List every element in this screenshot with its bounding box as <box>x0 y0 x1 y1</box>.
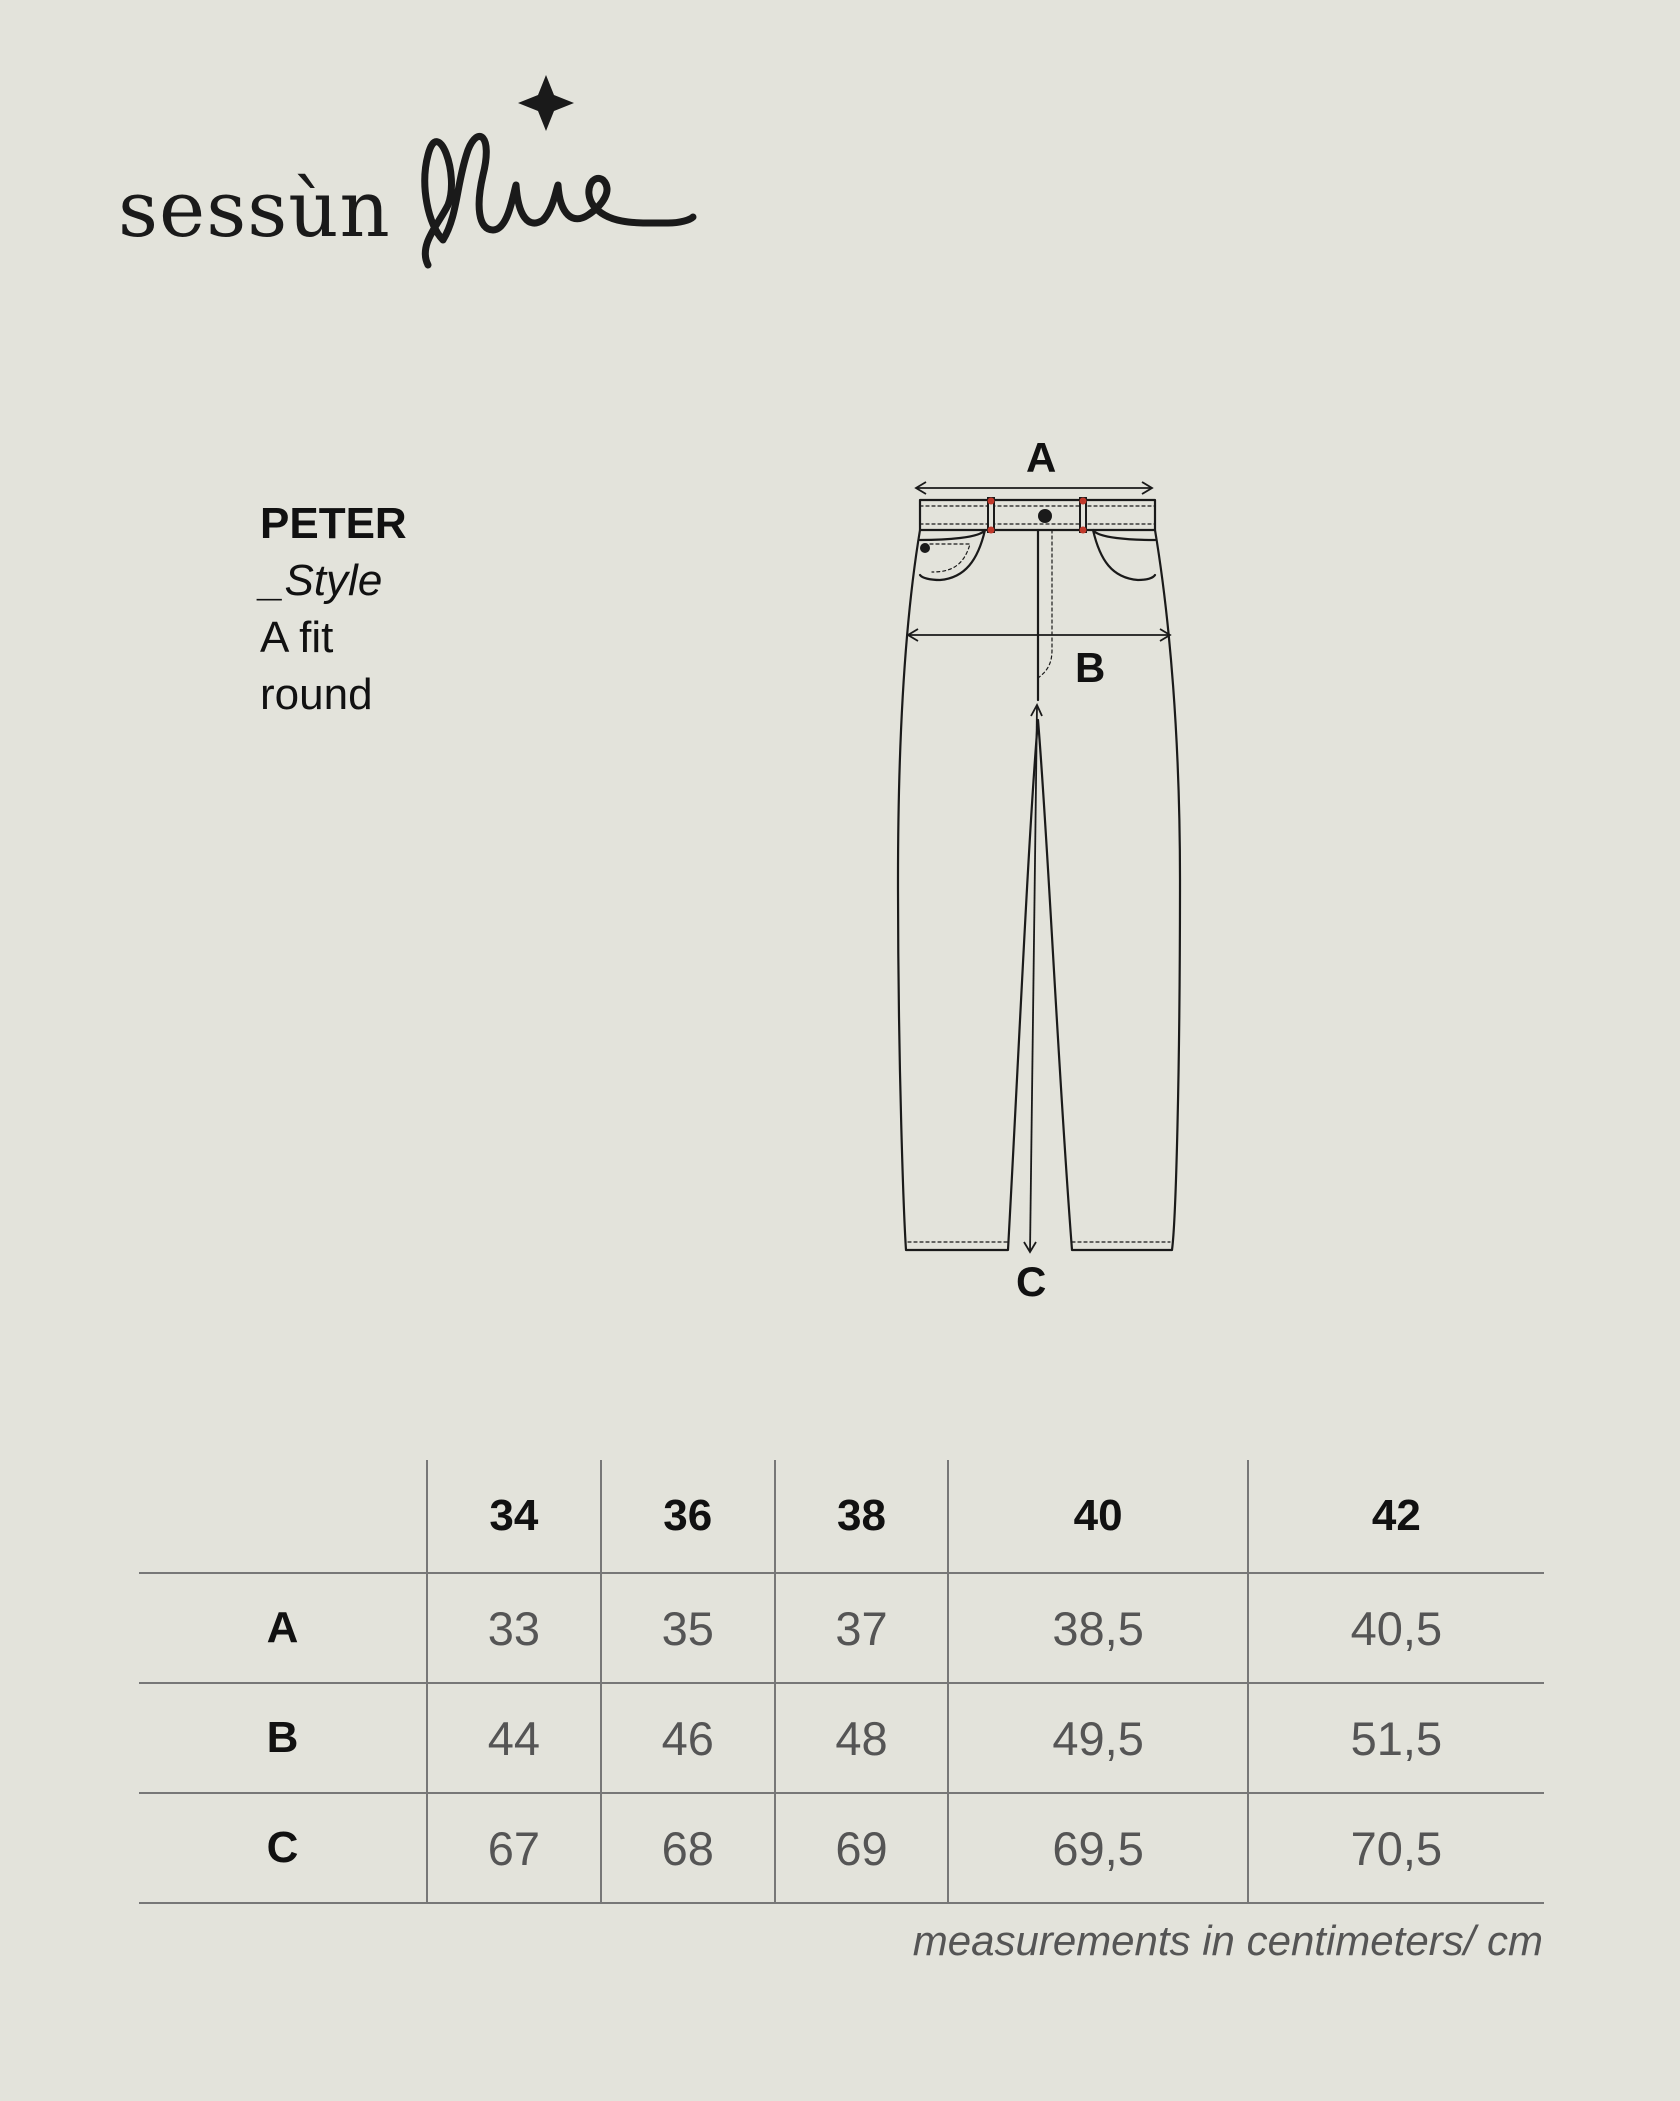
table-row <box>139 1573 1544 1683</box>
size-table <box>139 1460 1544 1904</box>
measurement-cell: 46 <box>601 1683 775 1793</box>
style-name: PETER <box>260 499 407 548</box>
measurement-cell: 70,5 <box>1248 1793 1544 1903</box>
row-label: C <box>139 1793 427 1903</box>
diagram-label-b: B <box>1075 644 1106 691</box>
table-header-row <box>139 1460 1544 1573</box>
measurement-cell: 35 <box>601 1573 775 1683</box>
jeans-measurement-diagram <box>860 420 1280 1320</box>
style-fit: A fit <box>260 613 334 662</box>
size-header: 42 <box>1248 1460 1544 1573</box>
size-header: 34 <box>427 1460 601 1573</box>
measurement-cell: 33 <box>427 1573 601 1683</box>
measurement-cell: 38,5 <box>948 1573 1247 1683</box>
measurement-cell: 69,5 <box>948 1793 1247 1903</box>
measurement-cell: 48 <box>775 1683 949 1793</box>
row-label: A <box>139 1573 427 1683</box>
size-header: 38 <box>775 1460 949 1573</box>
style-shape: round <box>260 670 373 719</box>
measurement-cell: 40,5 <box>1248 1573 1544 1683</box>
size-header: 36 <box>601 1460 775 1573</box>
measurement-cell: 37 <box>775 1573 949 1683</box>
measurement-footnote: measurements in centimeters/ cm <box>912 1917 1543 1964</box>
diagram-label-a: A <box>1026 434 1057 481</box>
measurement-cell: 44 <box>427 1683 601 1793</box>
diagram-label-c: C <box>1016 1258 1047 1305</box>
brand-logo <box>118 55 698 285</box>
style-info <box>260 495 407 723</box>
measurement-cell: 49,5 <box>948 1683 1247 1793</box>
measurement-cell: 68 <box>601 1793 775 1903</box>
size-header: 40 <box>948 1460 1247 1573</box>
table-row <box>139 1793 1544 1903</box>
style-label: _Style <box>260 556 383 605</box>
measurement-cell: 51,5 <box>1248 1683 1544 1793</box>
measurement-cell: 69 <box>775 1793 949 1903</box>
table-row <box>139 1683 1544 1793</box>
measurement-cell: 67 <box>427 1793 601 1903</box>
row-label: B <box>139 1683 427 1793</box>
brand-script-logo <box>398 55 698 285</box>
table-corner-cell <box>139 1460 427 1573</box>
brand-wordmark: sessùn <box>118 165 391 255</box>
